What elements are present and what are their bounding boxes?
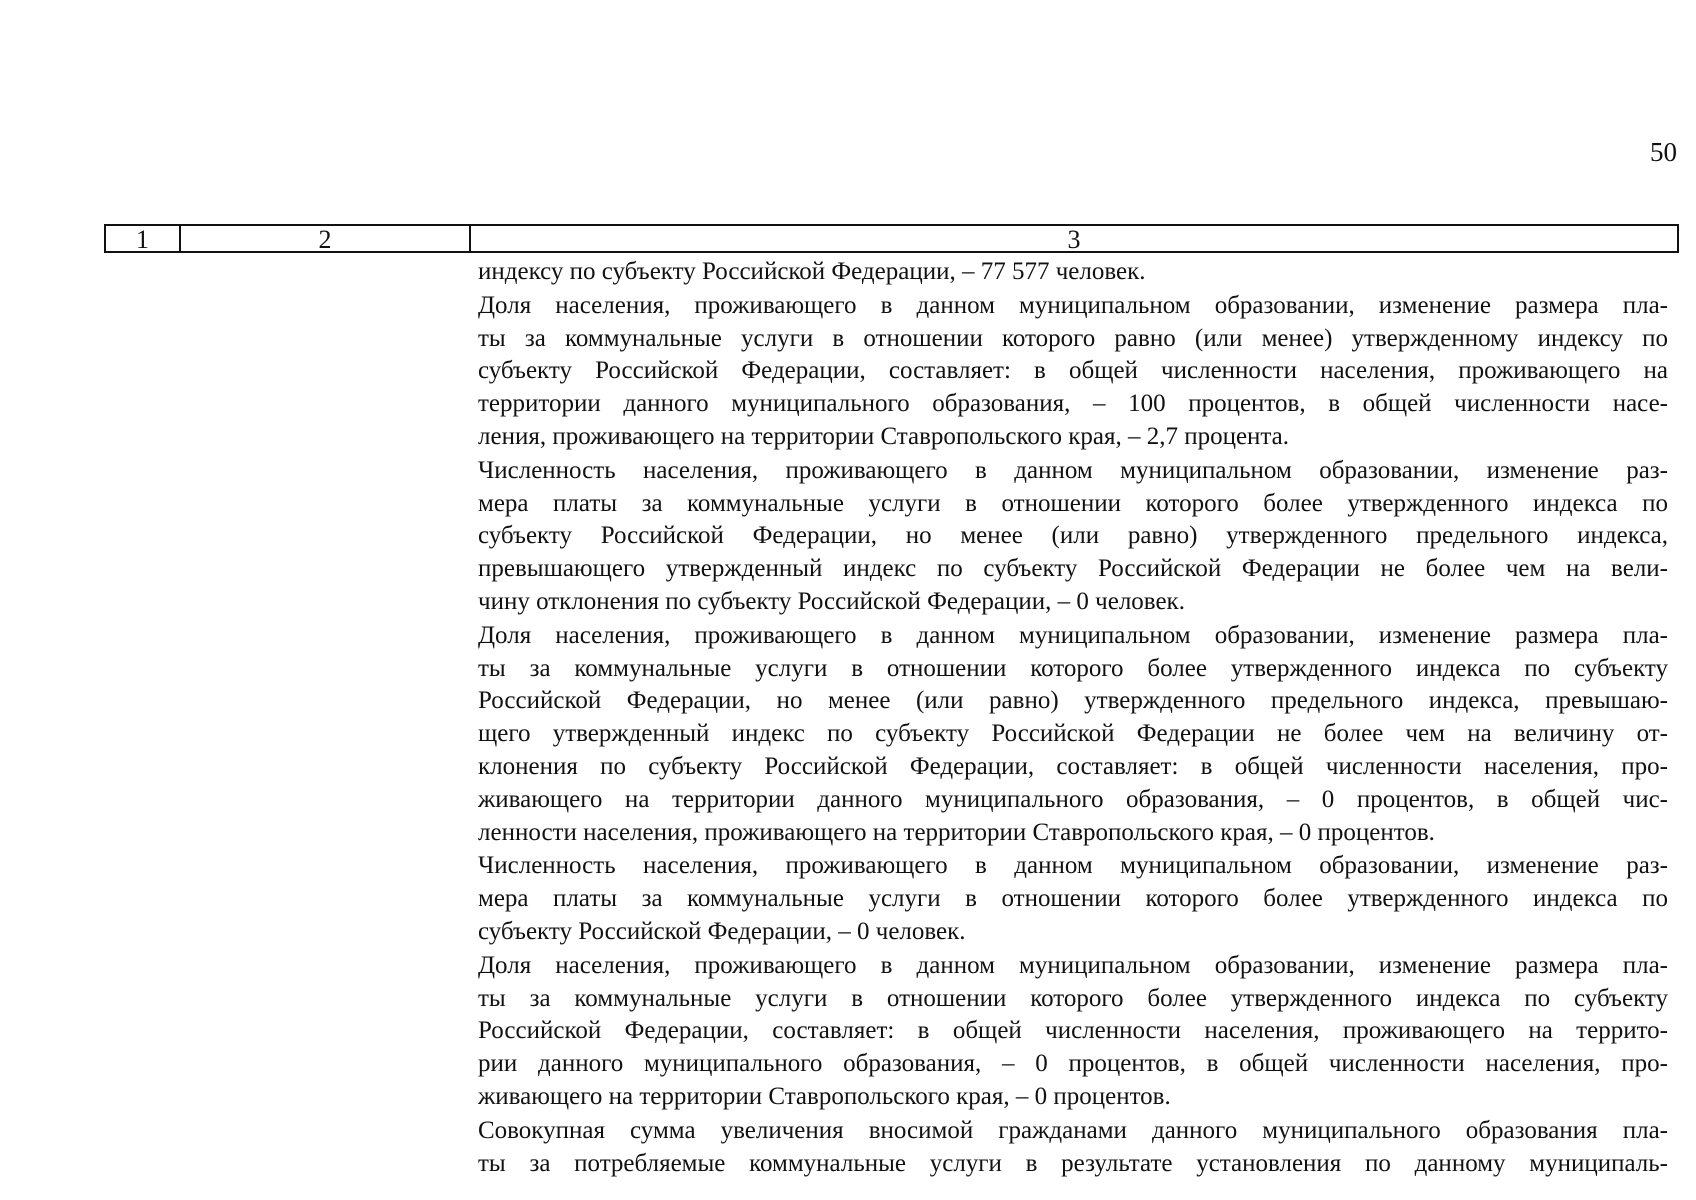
text-line: мера платы за коммунальные услуги в отношении которого более утвержденного индекса по — [478, 885, 1668, 913]
text-line: ления, проживающего на территории Ставропольского края, – 2,7 процента. — [478, 422, 1289, 450]
table-header-row — [104, 224, 1679, 253]
text-line: Доля населения, проживающего в данном муниципальном образовании, изменение размера пла- — [478, 291, 1668, 319]
text-line: мера платы за коммунальные услуги в отношении которого более утвержденного индекса по — [478, 489, 1668, 517]
column-number-2: 2 — [181, 226, 471, 251]
text-line: Доля населения, проживающего в данном муниципальном образовании, изменение размера пла- — [478, 621, 1668, 649]
column-3-text — [478, 256, 1668, 1180]
text-line: субъекту Российской Федерации, но менее (или равно) утвержденного предельного индекса, — [478, 522, 1668, 550]
text-line: ты за коммунальные услуги в отношении которого более утвержденного индекса по субъекту — [478, 984, 1668, 1012]
text-line: индексу по субъекту Российской Федерации, – 77 577 человек. — [478, 258, 1146, 285]
text-line: ленности населения, проживающего на территории Ставропольского края, – 0 процентов. — [478, 818, 1435, 846]
column-number-3: 3 — [1067, 224, 1081, 254]
text-line: чину отклонения по субъекту Российской Федерации, – 0 человек. — [478, 587, 1185, 615]
page-number: 50 — [1650, 137, 1677, 167]
text-line: субъекту Российской Федерации, составляет: в общей численности населения, проживающего на — [478, 357, 1668, 385]
text-line: Российской Федерации, составляет: в общей численности населения, проживающего на террито- — [478, 1017, 1668, 1045]
text-line: живающего на территории данного муниципального образования, – 0 процентов, в общей чис- — [478, 785, 1668, 813]
text-line: субъекту Российской Федерации, – 0 человек. — [478, 917, 966, 945]
text-line: ты за коммунальные услуги в отношении которого более утвержденного индекса по субъекту — [478, 654, 1668, 682]
column-number-1: 1 — [106, 226, 181, 251]
text-line: Российской Федерации, но менее (или равно) утвержденного предельного индекса, превышаю- — [478, 687, 1668, 715]
text-line: Доля населения, проживающего в данном муниципальном образовании, изменение размера пла- — [478, 951, 1668, 979]
paragraph — [478, 620, 1668, 850]
paragraph — [478, 950, 1668, 1114]
paragraph — [478, 455, 1668, 619]
paragraph — [478, 256, 1668, 289]
paragraph — [478, 850, 1668, 948]
text-line: Численность населения, проживающего в данном муниципальном образовании, изменение раз- — [478, 852, 1668, 880]
text-line: превышающего утвержденный индекс по субъекту Российской Федерации не более чем на вели- — [478, 555, 1668, 583]
text-line: Совокупная сумма увеличения вносимой гражданами данного муниципального образования пла- — [478, 1116, 1668, 1144]
paragraph — [478, 1115, 1668, 1181]
text-line: щего утвержденный индекс по субъекту Российской Федерации не более чем на величину от- — [478, 720, 1668, 748]
text-line: ты за потребляемые коммунальные услуги в результате установления по данному муниципаль- — [478, 1149, 1668, 1177]
text-line: ты за коммунальные услуги в отношении которого равно (или менее) утвержденному индексу по — [478, 324, 1668, 352]
paragraph — [478, 290, 1668, 454]
text-line: живающего на территории Ставропольского края, – 0 процентов. — [478, 1082, 1171, 1110]
text-line: территории данного муниципального образования, – 100 процентов, в общей численности насе- — [478, 390, 1668, 418]
text-line: рии данного муниципального образования, – 0 процентов, в общей численности населения, про- — [478, 1050, 1668, 1078]
text-line: Численность населения, проживающего в данном муниципальном образовании, изменение раз- — [478, 456, 1668, 484]
text-line: клонения по субъекту Российской Федерации, составляет: в общей численности населения, про- — [478, 752, 1668, 780]
